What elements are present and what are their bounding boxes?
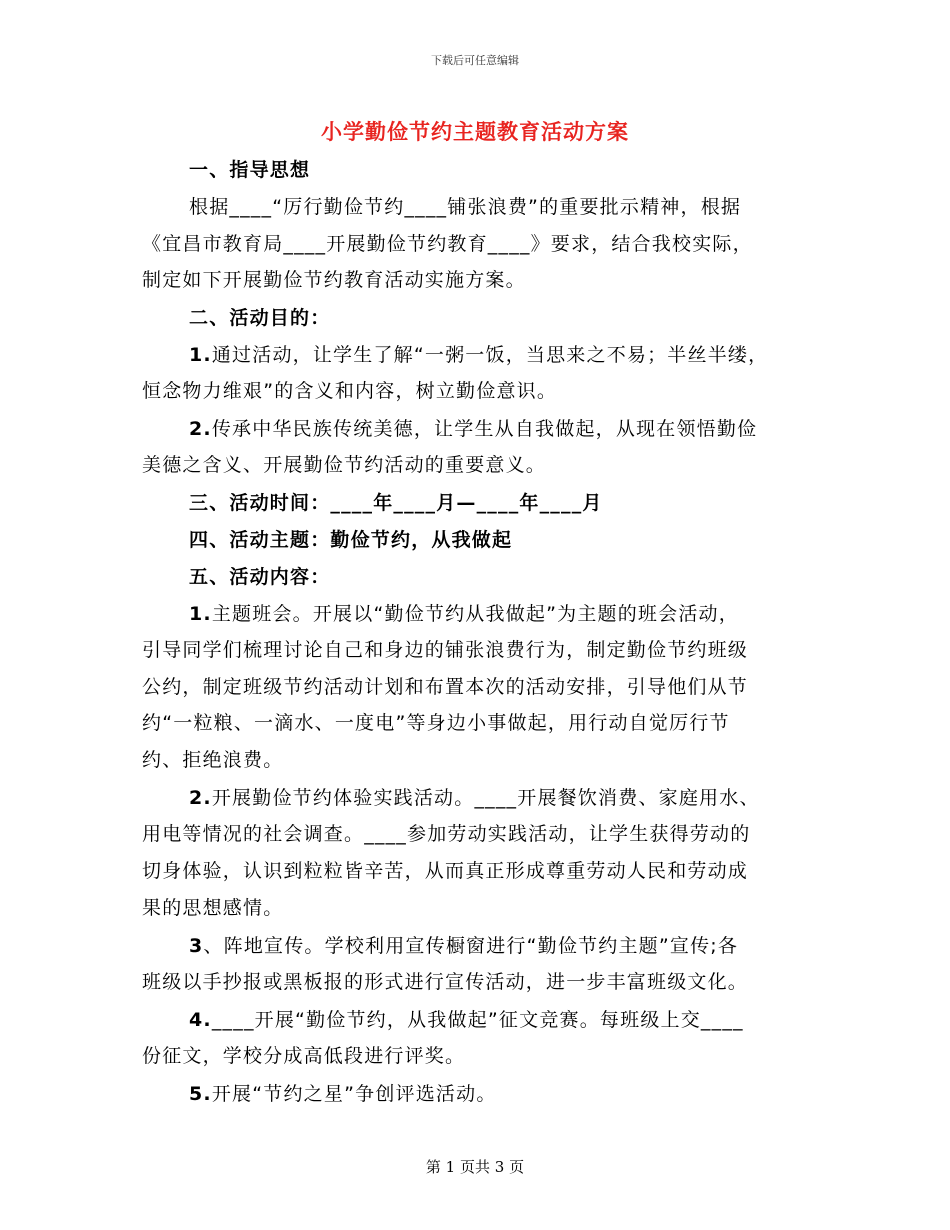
paragraph-line: 引导同学们梳理讨论自己和身边的铺张浪费行为，制定勤俭节约班级: [142, 639, 749, 661]
item-text: 主题班会。开展以“勤俭节约从我做起”为主题的班会活动，: [211, 603, 739, 625]
section-heading-2: 二、活动目的：: [189, 307, 331, 329]
paragraph-line: 班级以手抄报或黑板报的形式进行宣传活动，进一步丰富班级文化。: [142, 971, 749, 993]
paragraph-line: 恒念物力维艰”的含义和内容，树立勤俭意识。: [142, 380, 558, 402]
list-item: [189, 786, 760, 810]
item-text: 开展勤俭节约体验实践活动。____开展餐饮消费、家庭用水、: [211, 787, 760, 809]
paragraph-line: 《宜昌市教育局____开展勤俭节约教育____》要求，结合我校实际，: [142, 233, 753, 255]
header-note: 下载后可任意编辑: [431, 54, 519, 67]
item-number: 1.: [189, 603, 212, 625]
page-footer: 第 1 页共 3 页: [425, 1158, 525, 1176]
paragraph-line: 根据____“厉行勤俭节约____铺张浪费”的重要批示精神，根据: [189, 196, 742, 218]
section-heading-5: 五、活动内容：: [189, 566, 331, 588]
list-item: [189, 343, 768, 367]
section-heading-4: 四、活动主题：勤俭节约，从我做起: [189, 529, 513, 551]
item-number: 4.: [189, 1009, 212, 1031]
list-item: [189, 934, 738, 958]
item-text: 传承中华民族传统美德，让学生从自我做起，从现在领悟勤俭: [211, 418, 758, 440]
list-item: [189, 602, 739, 626]
paragraph-line: 用电等情况的社会调查。____参加劳动实践活动，让学生获得劳动的: [142, 823, 751, 845]
item-text: 通过活动，让学生了解“一粥一饭，当思来之不易；半丝半缕，: [211, 344, 769, 366]
paragraph-line: 果的思想感情。: [142, 897, 284, 919]
item-number: 1.: [189, 344, 212, 366]
item-number: 2.: [189, 418, 212, 440]
paragraph-line: 约“一粒粮、一滴水、一度电”等身边小事做起，用行动自觉厉行节: [142, 712, 730, 734]
list-item: [189, 1082, 497, 1106]
document-title: 小学勤俭节约主题教育活动方案: [321, 120, 629, 144]
list-item: [189, 417, 757, 441]
list-item: [189, 1008, 744, 1032]
item-text: ____开展“勤俭节约，从我做起”征文竞赛。每班级上交____: [211, 1009, 744, 1031]
item-number: 2.: [189, 787, 212, 809]
paragraph-line: 切身体验，认识到粒粒皆辛苦，从而真正形成尊重劳动人民和劳动成: [142, 860, 749, 882]
paragraph-line: 约、拒绝浪费。: [142, 749, 284, 771]
item-text: 开展“节约之星”争创评选活动。: [211, 1083, 497, 1105]
paragraph-line: 份征文，学校分成高低段进行评奖。: [142, 1045, 466, 1067]
paragraph-line: 公约，制定班级节约活动计划和布置本次的活动安排，引导他们从节: [142, 676, 749, 698]
paragraph-line: 美德之含义、开展勤俭节约活动的重要意义。: [142, 454, 547, 476]
paragraph-line: 制定如下开展勤俭节约教育活动实施方案。: [142, 269, 526, 291]
item-text: 、阵地宣传。学校利用宣传橱窗进行“勤俭节约主题”宣传;各: [203, 935, 739, 957]
section-heading-1: 一、指导思想: [189, 159, 311, 181]
item-number: 5.: [189, 1083, 212, 1105]
section-heading-3: 三、活动时间：____年____月—____年____月: [189, 492, 603, 514]
item-number: 3: [189, 935, 204, 957]
